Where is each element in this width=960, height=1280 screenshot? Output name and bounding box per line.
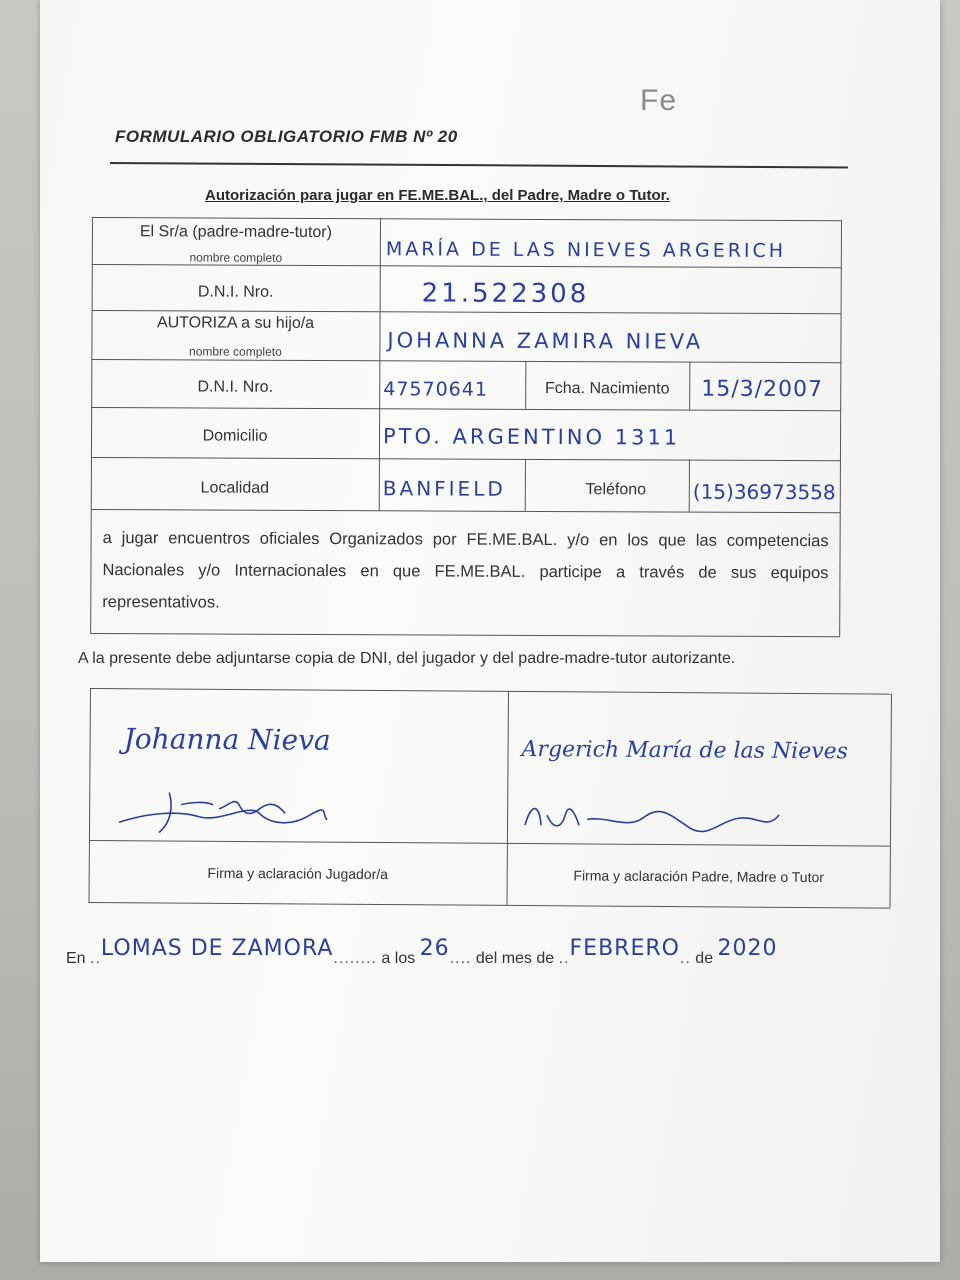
parent-dni-value[interactable]: 21.522308 bbox=[421, 278, 590, 310]
player-signature-caption: Firma y aclaración Jugador/a bbox=[207, 864, 389, 883]
address-value[interactable]: PTO. ARGENTINO 1311 bbox=[382, 424, 681, 450]
dot-leader: ........ bbox=[333, 950, 377, 967]
parent-signature-caption: Firma y aclaración Padre, Madre o Tutor bbox=[573, 867, 825, 886]
del-mes-label: del mes de bbox=[475, 950, 555, 967]
place-date-line bbox=[66, 936, 778, 969]
en-label: En bbox=[66, 950, 86, 967]
player-signature-name[interactable]: Johanna Nieva bbox=[123, 722, 331, 757]
grid-line bbox=[91, 359, 841, 363]
grid-line bbox=[91, 509, 841, 513]
child-name-label: AUTORIZA a su hijo/a bbox=[156, 314, 315, 332]
parent-signature-name[interactable]: Argerich María de las Nieves bbox=[521, 737, 849, 765]
parent-name-value[interactable]: MARÍA DE LAS NIEVES ARGERICH bbox=[385, 238, 787, 263]
phone-value[interactable]: (15)36973558 bbox=[692, 479, 836, 505]
child-dni-value[interactable]: 47570641 bbox=[383, 378, 489, 401]
parent-signature-scribble bbox=[517, 795, 797, 845]
parent-name-sublabel: nombre completo bbox=[189, 250, 283, 265]
dot-leader: .... bbox=[449, 950, 472, 967]
a-los-label: a los bbox=[381, 950, 416, 967]
dot-leader: .. bbox=[558, 950, 570, 967]
dot-leader: .. bbox=[90, 950, 101, 967]
parent-dni-label: D.N.I. Nro. bbox=[197, 283, 274, 301]
city-label: Localidad bbox=[200, 479, 270, 497]
grid-line bbox=[689, 362, 690, 410]
year-value[interactable]: 2020 bbox=[717, 936, 778, 961]
grid-line bbox=[689, 460, 690, 512]
birth-date-label: Fcha. Nacimiento bbox=[544, 379, 670, 398]
de-label: de bbox=[695, 950, 714, 967]
dot-leader: .. bbox=[679, 950, 691, 967]
child-name-value[interactable]: JOHANNA ZAMIRA NIEVA bbox=[387, 328, 704, 354]
grid-line bbox=[92, 264, 842, 268]
child-dni-label: D.N.I. Nro. bbox=[197, 378, 274, 396]
month-value[interactable]: FEBRERO bbox=[569, 936, 680, 961]
signature-table bbox=[88, 688, 891, 910]
birth-date-value[interactable]: 15/3/2007 bbox=[701, 376, 824, 403]
player-signature-scribble bbox=[109, 782, 329, 840]
city-value[interactable]: BANFIELD bbox=[382, 476, 506, 501]
place-value[interactable]: LOMAS DE ZAMORA bbox=[100, 936, 334, 961]
phone-label: Teléfono bbox=[585, 481, 647, 499]
attachment-notice: A la presente debe adjuntarse copia de DNI, del jugador y del padre-madre-tutor autorizante. bbox=[78, 650, 736, 667]
grid-line bbox=[91, 457, 841, 461]
day-value[interactable]: 26 bbox=[419, 936, 450, 961]
address-label: Domicilio bbox=[202, 427, 268, 445]
authorization-text: a jugar encuentros oficiales Organizados por FE.ME.BAL. y/o en los que las competencias Nacionales y/o Internacionales en que FE.ME.BAL. participe a través de sus equipos representativos. bbox=[102, 529, 829, 612]
fe-mark: Fe bbox=[640, 84, 678, 117]
grid-line bbox=[525, 459, 526, 511]
form-subtitle: Autorización para jugar en FE.ME.BAL., del Padre, Madre o Tutor. bbox=[205, 187, 670, 204]
child-name-sublabel: nombre completo bbox=[189, 344, 282, 359]
parent-name-label: El Sr/a (padre-madre-tutor) bbox=[139, 223, 333, 242]
form-title: FORMULARIO OBLIGATORIO FMB Nº 20 bbox=[115, 127, 458, 146]
grid-line bbox=[91, 407, 841, 411]
authorization-table bbox=[90, 217, 842, 636]
